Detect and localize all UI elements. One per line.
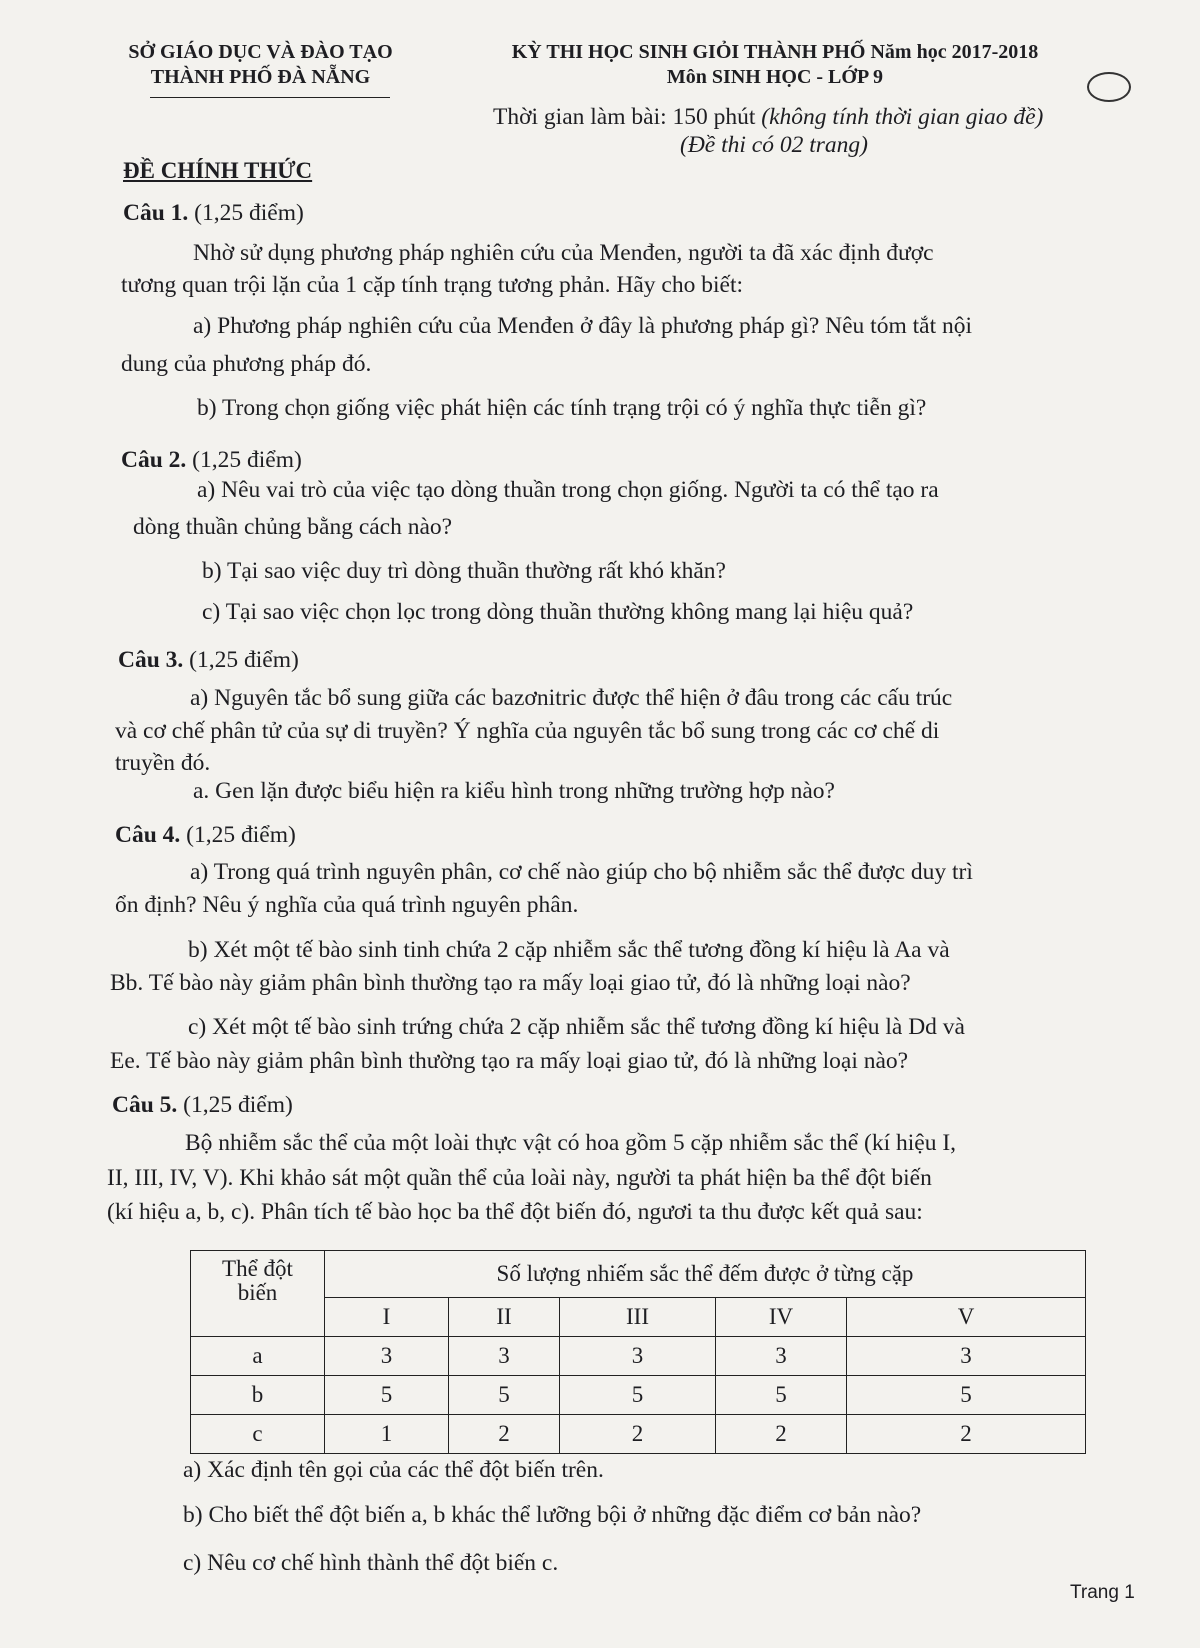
q5-a: a) Xác định tên gọi của các thể đột biến trên.	[183, 1457, 604, 1483]
q5-points: (1,25 điểm)	[177, 1092, 293, 1118]
q4-points: (1,25 điểm)	[180, 822, 296, 848]
q1-intro-line2: tương quan trội lặn của 1 cặp tính trạng tương phản. Hãy cho biết:	[121, 272, 744, 298]
q1-heading	[123, 198, 304, 228]
mutant-header-line2: biến	[237, 1280, 278, 1305]
pair-header: IV	[716, 1298, 847, 1337]
table-cell: 5	[449, 1376, 560, 1415]
q2-a-line2: dòng thuần chủng bằng cách nào?	[133, 514, 453, 540]
table-cell: 2	[449, 1415, 560, 1454]
pair-header: III	[560, 1298, 716, 1337]
q2-title: Câu 2.	[121, 447, 187, 473]
q3-heading	[118, 645, 299, 675]
q4-b-line1: b) Xét một tế bào sinh tinh chứa 2 cặp nhiễm sắc thể tương đồng kí hiệu là Aa và	[188, 937, 950, 963]
table-cell: 5	[325, 1376, 449, 1415]
q1-a-line1: a) Phương pháp nghiên cứu của Menđen ở đây là phương pháp gì? Nêu tóm tắt nội	[193, 313, 973, 339]
dept-header	[118, 40, 403, 90]
q4-a-line1: a) Trong quá trình nguyên phân, cơ chế nào giúp cho bộ nhiễm sắc thể được duy trì	[190, 859, 973, 885]
mutant-name: c	[191, 1415, 325, 1454]
q3-title: Câu 3.	[118, 647, 184, 673]
q3-a-line2: và cơ chế phân tử của sự di truyền? Ý nghĩa của nguyên tắc bổ sung trong các cơ chế di	[115, 718, 940, 744]
q1-b: b) Trong chọn giống việc phát hiện các tính trạng trội có ý nghĩa thực tiễn gì?	[197, 395, 927, 421]
subject-line: Môn SINH HỌC - LỚP 9	[666, 66, 884, 88]
table-cell: 3	[449, 1337, 560, 1376]
q3-points: (1,25 điểm)	[183, 647, 299, 673]
pair-header-row	[191, 1298, 1086, 1337]
q2-points: (1,25 điểm)	[186, 447, 302, 473]
time-limit-text: Thời gian làm bài: 150 phút	[493, 104, 762, 130]
pair-header: V	[847, 1298, 1086, 1337]
q5-b: b) Cho biết thể đột biến a, b khác thể lưỡng bội ở những đặc điểm cơ bản nào?	[183, 1502, 922, 1528]
table-cell: 5	[847, 1376, 1086, 1415]
table-cell: 3	[325, 1337, 449, 1376]
table-cell: 3	[847, 1337, 1086, 1376]
table-row	[191, 1415, 1086, 1454]
pair-header: I	[325, 1298, 449, 1337]
table-cell: 2	[847, 1415, 1086, 1454]
table-cell: 5	[560, 1376, 716, 1415]
q4-c-line1: c) Xét một tế bào sinh trứng chứa 2 cặp nhiễm sắc thể tương đồng kí hiệu là Dd và	[188, 1014, 965, 1040]
table-cell: 2	[560, 1415, 716, 1454]
q1-points: (1,25 điểm)	[188, 200, 304, 226]
exam-title: KỲ THI HỌC SINH GIỎI THÀNH PHỐ Năm học 2017-2018	[511, 41, 1039, 63]
mutant-header-line1: Thể đột	[222, 1256, 293, 1281]
q2-heading	[121, 445, 302, 475]
dept-line-1: SỞ GIÁO DỤC VÀ ĐÀO TẠO	[128, 41, 393, 63]
time-limit-note: (không tính thời gian giao đề)	[761, 104, 1044, 130]
pair-header: II	[449, 1298, 560, 1337]
mutant-name: a	[191, 1337, 325, 1376]
q5-intro-line1: Bộ nhiễm sắc thể của một loài thực vật có hoa gồm 5 cặp nhiễm sắc thể (kí hiệu I,	[185, 1130, 957, 1156]
q1-intro-line1: Nhờ sử dụng phương pháp nghiên cứu của Menđen, người ta đã xác định được	[193, 240, 934, 266]
table-cell: 3	[560, 1337, 716, 1376]
q4-a-line2: ổn định? Nêu ý nghĩa của quá trình nguyên phân.	[115, 892, 579, 918]
q3-a-line1: a) Nguyên tắc bổ sung giữa các bazơnitric được thể hiện ở đâu trong các cấu trúc	[190, 685, 953, 711]
table-header-row	[191, 1251, 1086, 1298]
q4-b-line2: Bb. Tế bào này giảm phân bình thường tạo ra mấy loại giao tử, đó là những loại nào?	[110, 970, 911, 996]
page-number: Trang 1	[1070, 1582, 1135, 1603]
q4-title: Câu 4.	[115, 822, 181, 848]
q5-intro-line2: II, III, IV, V). Khi khảo sát một quần thể của loài này, người ta phát hiện ba thể đột biến	[107, 1165, 932, 1191]
q3-b: a. Gen lặn được biểu hiện ra kiểu hình trong những trường hợp nào?	[193, 778, 835, 804]
table-row	[191, 1376, 1086, 1415]
table-cell: 5	[716, 1376, 847, 1415]
q1-title: Câu 1.	[123, 200, 189, 226]
mutant-name: b	[191, 1376, 325, 1415]
table-row	[191, 1337, 1086, 1376]
mutant-header	[191, 1251, 325, 1337]
q1-a-line2: dung của phương pháp đó.	[121, 351, 372, 377]
table-cell: 2	[716, 1415, 847, 1454]
count-header: Số lượng nhiếm sắc thể đếm được ở từng cặp	[325, 1251, 1086, 1298]
seal-mark	[1087, 72, 1131, 102]
q4-c-line2: Ee. Tế bào này giảm phân bình thường tạo ra mấy loại giao tử, đó là những loại nào?	[110, 1048, 909, 1074]
table-cell: 3	[716, 1337, 847, 1376]
q2-a-line1: a) Nêu vai trò của việc tạo dòng thuần trong chọn giống. Người ta có thể tạo ra	[197, 477, 939, 503]
table-cell: 1	[325, 1415, 449, 1454]
dept-line-2: THÀNH PHỐ ĐÀ NẴNG	[150, 66, 371, 88]
pages-note: (Đề thi có 02 trang)	[680, 132, 868, 158]
q3-a-line3: truyền đó.	[115, 750, 211, 776]
q2-b: b) Tại sao việc duy trì dòng thuần thường rất khó khăn?	[202, 558, 726, 584]
q4-heading	[115, 820, 296, 850]
q5-intro-line3: (kí hiệu a, b, c). Phân tích tế bào học ba thể đột biến đó, ngươi ta thu được kết quả sau:	[107, 1199, 923, 1225]
time-limit	[493, 102, 1043, 132]
q5-c: c) Nêu cơ chế hình thành thể đột biến c.	[183, 1550, 559, 1576]
chromosome-table	[190, 1250, 1086, 1454]
official-label: ĐỀ CHÍNH THỨC	[123, 158, 313, 183]
q5-heading	[112, 1090, 293, 1120]
q5-title: Câu 5.	[112, 1092, 178, 1118]
q2-c: c) Tại sao việc chọn lọc trong dòng thuần thường không mang lại hiệu quả?	[202, 599, 914, 625]
dept-underline	[150, 97, 390, 98]
